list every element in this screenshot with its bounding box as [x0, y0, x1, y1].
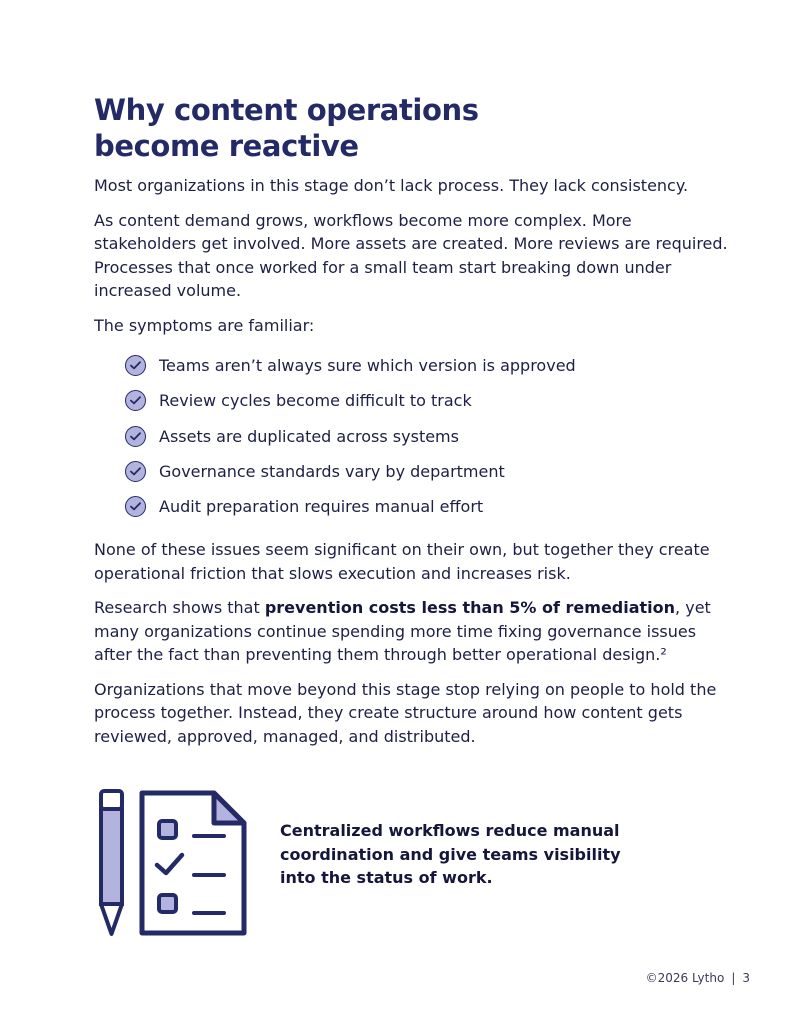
list-item — [125, 419, 734, 454]
symptom-text: Audit preparation requires manual effort — [159, 497, 484, 517]
page-title-line-2: become reactive — [94, 129, 359, 163]
page-content — [94, 92, 734, 759]
checkmark-circle-icon — [125, 426, 146, 447]
checkmark-circle-icon — [125, 496, 146, 517]
growth-paragraph: As content demand grows, workflows become more complex. More stakeholders get involved. More assets are created. More reviews are required. Processes that once worked for a small team start breaking down under increased volume. — [94, 210, 728, 300]
structure-paragraph: Organizations that move beyond this stage stop relying on people to hold the process together. Instead, they create structure around how content gets reviewed, approved, managed, and distributed. — [94, 679, 717, 746]
page-title — [94, 92, 734, 164]
checkmark-circle-icon — [125, 390, 146, 411]
symptom-text: Review cycles become difficult to track — [159, 391, 472, 411]
friction-paragraph: None of these issues seem significant on their own, but together they create operational friction that slows execution and increases risk. — [94, 540, 710, 583]
symptom-text: Teams aren’t always sure which version is approved — [159, 356, 576, 376]
page-footer — [646, 971, 750, 985]
callout-text: Centralized workflows reduce manual coordination and give teams visibility into the status of work. — [280, 821, 621, 887]
checklist-with-pencil-icon — [96, 788, 248, 940]
copyright-text: ©2026 Lytho — [645, 971, 725, 985]
list-item — [125, 454, 734, 489]
callout — [96, 788, 736, 940]
symptom-text: Assets are duplicated across systems — [159, 426, 459, 446]
footer-separator: | — [731, 971, 736, 985]
research-highlight: prevention costs less than 5% of remediation — [264, 598, 676, 618]
research-text-start: Research shows that — [94, 598, 265, 618]
page-number: 3 — [742, 971, 750, 985]
symptom-text: Governance standards vary by department — [159, 462, 505, 482]
symptoms-lead: The symptoms are familiar: — [94, 315, 315, 335]
list-item — [125, 489, 734, 524]
checkmark-circle-icon — [125, 461, 146, 482]
list-item — [125, 383, 734, 418]
list-item — [125, 348, 734, 383]
research-paragraph — [94, 596, 734, 667]
checkmark-circle-icon — [125, 355, 146, 376]
research-text-end: , yet many organizations continue spending more time fixing governance issues after the fact than preventing them through better operational design.² — [94, 598, 711, 665]
symptoms-list — [125, 348, 734, 524]
intro-paragraph: Most organizations in this stage don’t lack process. They lack consistency. — [94, 176, 689, 195]
page-title-line-1: Why content operations — [94, 93, 479, 127]
